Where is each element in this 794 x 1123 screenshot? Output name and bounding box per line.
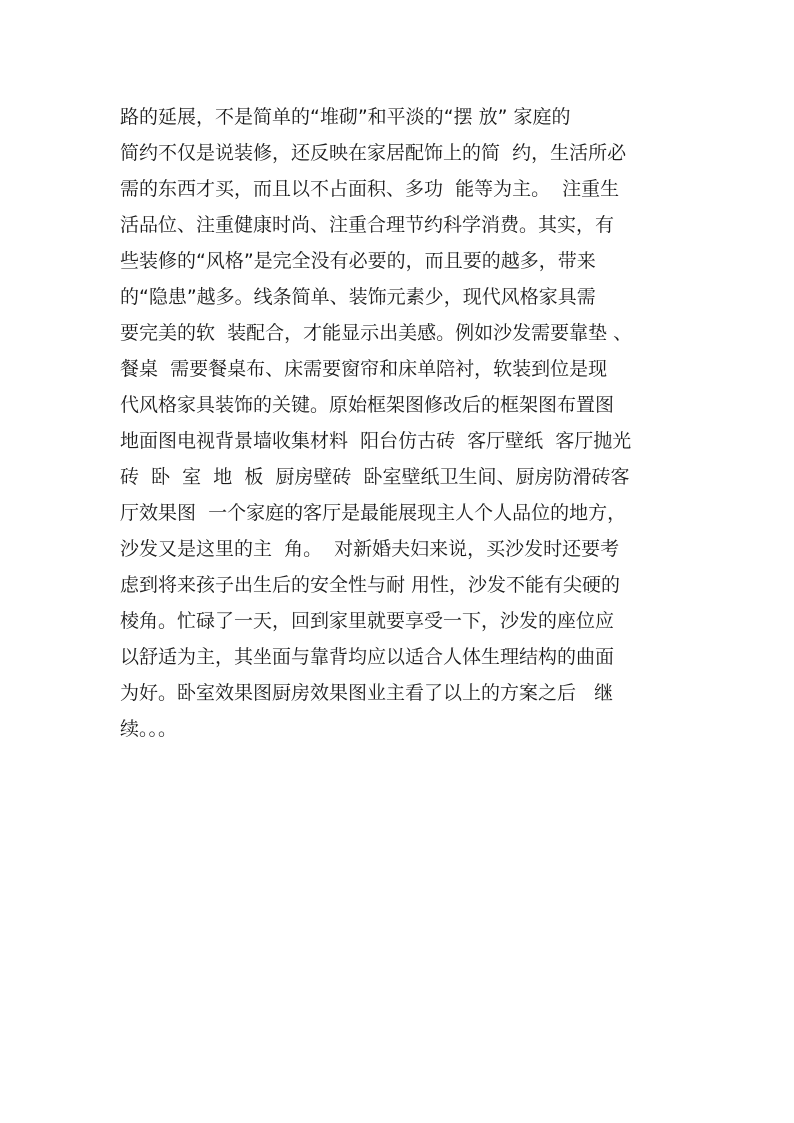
text-line: 棱角。忙碌了一天，回到家里就要享受一下，沙发的座位应 [120,610,615,632]
body-text [120,99,680,747]
text-line: 的“隐患”越多。线条简单、装饰元素少，现代风格家具需 [120,286,596,308]
text-line: 活品位、注重健康时尚、注重合理节约科学消费。其实，有 [120,214,615,236]
text-line: 餐桌 需要餐桌布、床需要窗帘和床单陪衬，软装到位是现 [120,358,608,380]
text-line: 地面图电视背景墙收集材料 阳台仿古砖 客厅壁纸 客厅抛光 [120,430,632,452]
text-line: 砖 卧 室 地 板 厨房壁砖 卧室壁纸卫生间、厨房防滑砖客 [120,466,630,488]
text-line: 代风格家具装饰的关键。原始框架图修改后的框架图布置图 [120,394,615,416]
text-line: 为好。卧室效果图厨房效果图业主看了以上的方案之后 继 [120,682,614,704]
text-line: 厅效果图 一个家庭的客厅是最能展现主人个人品位的地方， [120,502,627,524]
text-line: 路的延展，不是简单的“堆砌”和平淡的“摆 放” 家庭的 [120,106,571,128]
text-line: 简约不仅是说装修，还反映在家居配饰上的简 约，生活所必 [120,142,627,164]
text-line: 需的东西才买，而且以不占面积、多功 能等为主。 注重生 [120,178,620,200]
text-line: 续。。。 [120,718,178,740]
text-line: 以舒适为主，其坐面与靠背均应以适合人体生理结构的曲面 [120,646,615,668]
text-line: 要完美的软 装配合，才能显示出美感。例如沙发需要靠垫 、 [120,322,633,344]
text-line: 虑到将来孩子出生后的安全性与耐 用性，沙发不能有尖硬的 [120,574,621,596]
text-line: 些装修的“风格”是完全没有必要的，而且要的越多，带来 [120,250,596,272]
text-line: 沙发又是这里的主 角。 对新婚夫妇来说，买沙发时还要考 [120,538,620,560]
